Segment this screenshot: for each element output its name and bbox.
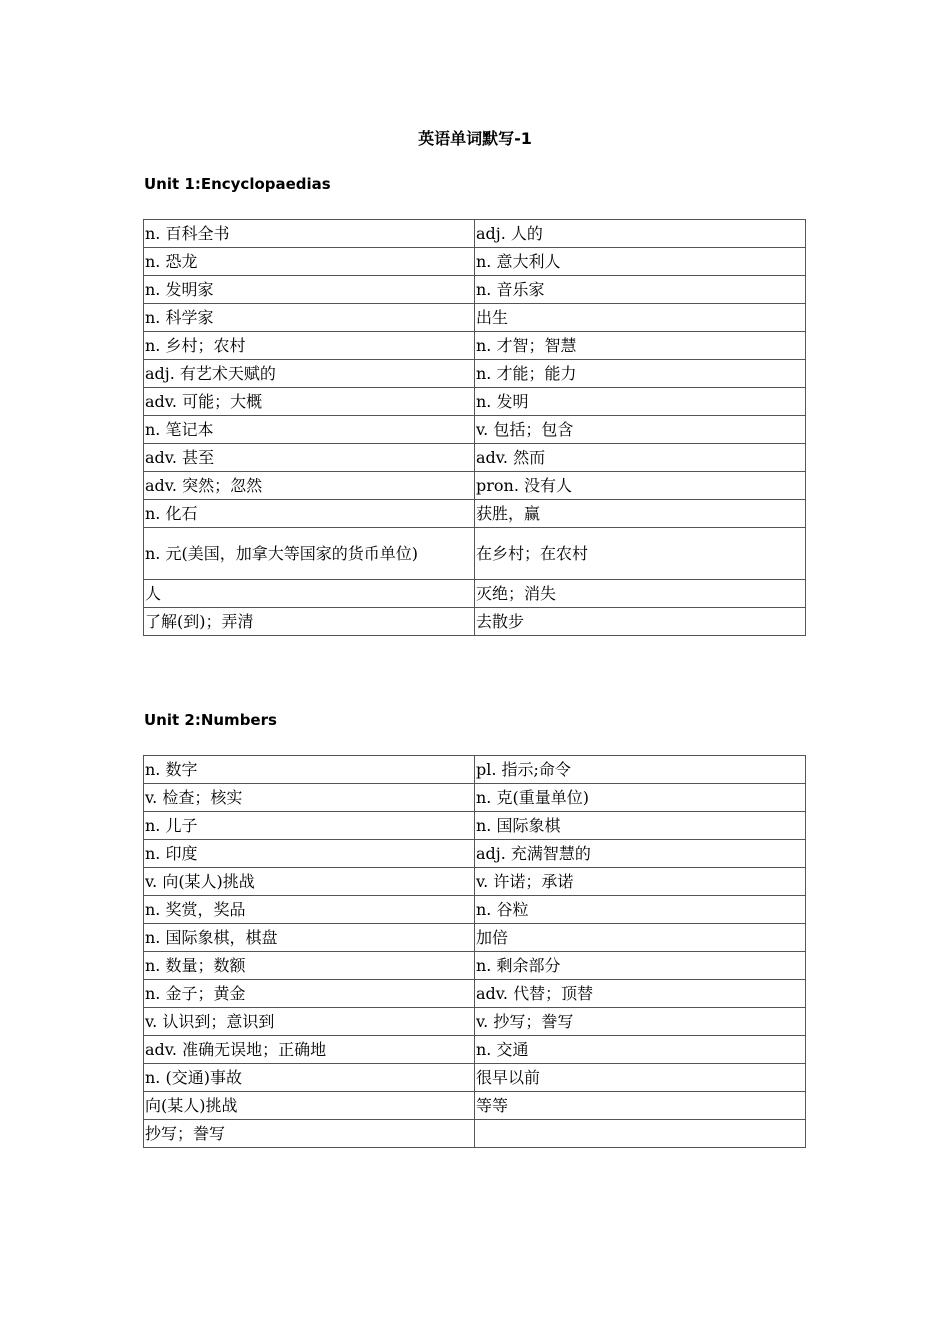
table-row bbox=[144, 248, 806, 276]
table-cell-right: n. 交通 bbox=[475, 1036, 806, 1064]
table-cell-left: 了解(到)；弄清 bbox=[144, 608, 475, 636]
table-cell-right: n. 克(重量单位) bbox=[475, 784, 806, 812]
table-cell-left: n. (交通)事故 bbox=[144, 1064, 475, 1092]
table-row bbox=[144, 360, 806, 388]
table-cell-left: n. 数字 bbox=[144, 756, 475, 784]
table-cell-left: v. 向(某人)挑战 bbox=[144, 868, 475, 896]
table-cell-right: 等等 bbox=[475, 1092, 806, 1120]
table-cell-right: 去散步 bbox=[475, 608, 806, 636]
table-cell-right: v. 许诺；承诺 bbox=[475, 868, 806, 896]
table-cell-left: n. 金子；黄金 bbox=[144, 980, 475, 1008]
table-row bbox=[144, 868, 806, 896]
table-row bbox=[144, 1008, 806, 1036]
table-cell-right: pl. 指示;命令 bbox=[475, 756, 806, 784]
table-cell-left: v. 认识到；意识到 bbox=[144, 1008, 475, 1036]
table-row bbox=[144, 924, 806, 952]
table-row bbox=[144, 608, 806, 636]
table-cell-left: 人 bbox=[144, 580, 475, 608]
unit-2-vocab-table bbox=[143, 755, 806, 1148]
table-cell-right: n. 才能；能力 bbox=[475, 360, 806, 388]
table-cell-left: n. 国际象棋，棋盘 bbox=[144, 924, 475, 952]
table-row bbox=[144, 220, 806, 248]
table-row bbox=[144, 1064, 806, 1092]
table-cell-left: n. 数量；数额 bbox=[144, 952, 475, 980]
table-cell-left: n. 印度 bbox=[144, 840, 475, 868]
table-row bbox=[144, 580, 806, 608]
table-row bbox=[144, 1036, 806, 1064]
table-cell-right: 在乡村；在农村 bbox=[475, 528, 806, 580]
table-cell-right: adv. 然而 bbox=[475, 444, 806, 472]
table-row bbox=[144, 388, 806, 416]
table-cell-right: 加倍 bbox=[475, 924, 806, 952]
table-cell-left: n. 化石 bbox=[144, 500, 475, 528]
table-cell-left: n. 元(美国，加拿大等国家的货币单位) bbox=[144, 528, 475, 580]
table-cell-right: 灭绝；消失 bbox=[475, 580, 806, 608]
table-cell-left: 抄写；誊写 bbox=[144, 1120, 475, 1148]
table-row bbox=[144, 1120, 806, 1148]
table-row bbox=[144, 1092, 806, 1120]
table-cell-right: n. 意大利人 bbox=[475, 248, 806, 276]
document-title: 英语单词默写-1 bbox=[418, 129, 532, 148]
table-cell-right: v. 抄写；誊写 bbox=[475, 1008, 806, 1036]
table-cell-right: n. 发明 bbox=[475, 388, 806, 416]
table-cell-right: n. 剩余部分 bbox=[475, 952, 806, 980]
table-row bbox=[144, 980, 806, 1008]
table-cell-left: adv. 准确无误地；正确地 bbox=[144, 1036, 475, 1064]
table-cell-right: 出生 bbox=[475, 304, 806, 332]
table-cell-right: adj. 人的 bbox=[475, 220, 806, 248]
unit-1-heading: Unit 1:Encyclopaedias bbox=[144, 175, 331, 193]
table-cell-left: n. 科学家 bbox=[144, 304, 475, 332]
table-cell-right: n. 国际象棋 bbox=[475, 812, 806, 840]
table-row bbox=[144, 528, 806, 580]
unit-2-heading: Unit 2:Numbers bbox=[144, 711, 277, 729]
table-row bbox=[144, 416, 806, 444]
table-cell-right bbox=[475, 1120, 806, 1148]
table-cell-right: 获胜，赢 bbox=[475, 500, 806, 528]
table-cell-left: adv. 甚至 bbox=[144, 444, 475, 472]
table-row bbox=[144, 332, 806, 360]
table-row bbox=[144, 812, 806, 840]
table-cell-left: n. 发明家 bbox=[144, 276, 475, 304]
unit-1-vocab-table bbox=[143, 219, 806, 636]
table-row bbox=[144, 472, 806, 500]
table-cell-right: adv. 代替；顶替 bbox=[475, 980, 806, 1008]
table-row bbox=[144, 896, 806, 924]
table-cell-right: n. 才智；智慧 bbox=[475, 332, 806, 360]
table-row bbox=[144, 840, 806, 868]
table-cell-left: n. 恐龙 bbox=[144, 248, 475, 276]
table-row bbox=[144, 784, 806, 812]
table-cell-left: v. 检查；核实 bbox=[144, 784, 475, 812]
table-cell-right: n. 谷粒 bbox=[475, 896, 806, 924]
table-cell-right: adj. 充满智慧的 bbox=[475, 840, 806, 868]
table-cell-left: n. 百科全书 bbox=[144, 220, 475, 248]
table-cell-right: n. 音乐家 bbox=[475, 276, 806, 304]
table-cell-left: 向(某人)挑战 bbox=[144, 1092, 475, 1120]
table-cell-left: n. 乡村；农村 bbox=[144, 332, 475, 360]
table-cell-left: n. 儿子 bbox=[144, 812, 475, 840]
table-cell-left: n. 奖赏，奖品 bbox=[144, 896, 475, 924]
table-cell-right: v. 包括；包含 bbox=[475, 416, 806, 444]
table-row bbox=[144, 444, 806, 472]
table-cell-left: adv. 突然；忽然 bbox=[144, 472, 475, 500]
table-row bbox=[144, 276, 806, 304]
table-row bbox=[144, 304, 806, 332]
table-cell-left: adj. 有艺术天赋的 bbox=[144, 360, 475, 388]
table-cell-left: n. 笔记本 bbox=[144, 416, 475, 444]
table-cell-left: adv. 可能；大概 bbox=[144, 388, 475, 416]
table-row bbox=[144, 952, 806, 980]
table-row bbox=[144, 756, 806, 784]
table-cell-right: pron. 没有人 bbox=[475, 472, 806, 500]
table-cell-right: 很早以前 bbox=[475, 1064, 806, 1092]
table-row bbox=[144, 500, 806, 528]
